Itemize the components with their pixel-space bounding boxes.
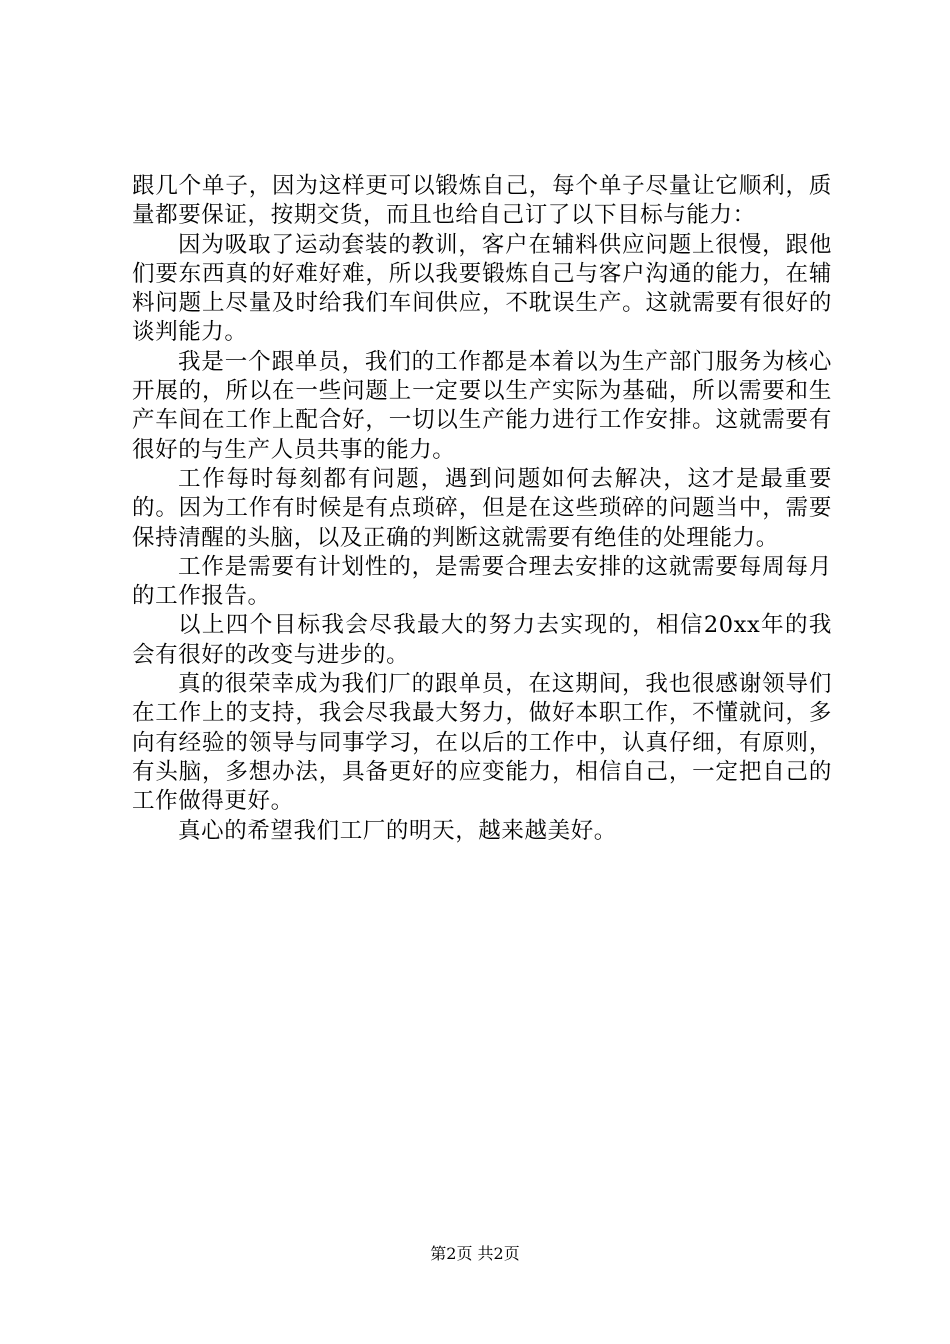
page-footer — [0, 1244, 950, 1264]
paragraph-3: 我是一个跟单员，我们的工作都是本着以为生产部门服务为核心开展的，所以在一些问题上一定要以生产实际为基础，所以需要和生产车间在工作上配合好，一切以生产能力进行工作安排。这就需要有很好的与生产人员共事的能力。 — [132, 348, 832, 463]
paragraph-1: 跟几个单子，因为这样更可以锻炼自己，每个单子尽量让它顺利，质量都要保证，按期交货，而且也给自己订了以下目标与能力： — [132, 173, 832, 229]
paragraph-5: 工作是需要有计划性的，是需要合理去安排的这就需要每周每月的工作报告。 — [132, 553, 832, 610]
paragraph-4: 工作每时每刻都有问题，遇到问题如何去解决，这才是最重要的。因为工作有时候是有点琐碎，但是在这些琐碎的问题当中，需要保持清醒的头脑，以及正确的判断这就需要有绝佳的处理能力。 — [132, 465, 832, 551]
document-body — [132, 172, 832, 846]
paragraph-7: 真的很荣幸成为我们厂的跟单员，在这期间，我也很感谢领导们在工作上的支持，我会尽我最大努力，做好本职工作，不懂就问，多向有经验的领导与同事学习，在以后的工作中，认真仔细，有原则，有头脑，多想办法，具备更好的应变能力，相信自己，一定把自己的工作做得更好。 — [132, 671, 832, 815]
paragraph-8: 真心的希望我们工厂的明天，越来越美好。 — [178, 817, 617, 844]
paragraph-6: 以上四个目标我会尽我最大的努力去实现的，相信20xx年的我会有很好的改变与进步的。 — [132, 612, 832, 668]
paragraph-2: 因为吸取了运动套装的教训，客户在辅料供应问题上很慢，跟他们要东西真的好难好难，所以我要锻炼自己与客户沟通的能力，在辅料问题上尽量及时给我们车间供应，不耽误生产。这就需要有很好的谈判能力。 — [132, 231, 832, 346]
page-number-label: 第2页 共2页 — [430, 1244, 520, 1263]
